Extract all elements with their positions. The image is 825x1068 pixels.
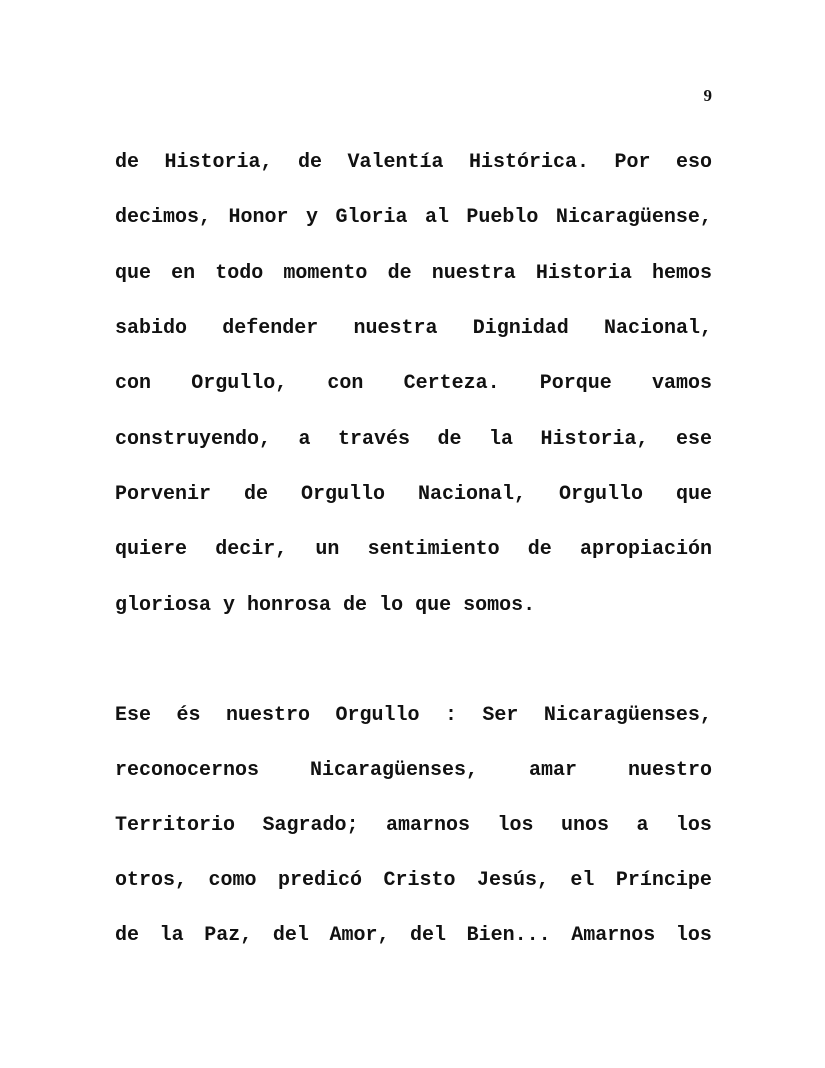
word: Nacional, [417,483,526,506]
word: que [415,594,452,617]
word: Pueblo [466,206,539,229]
word: del [410,924,447,947]
word: Ser [482,704,519,727]
word: reconocernos [115,759,260,782]
word: Bien... [466,924,551,947]
text-line [115,756,712,786]
word: construyendo, [115,428,272,451]
word: Nicaragüenses, [543,704,712,727]
word: vamos [651,372,712,395]
text-line [115,259,712,289]
word: Historia [535,262,632,285]
word: Amor, [329,924,390,947]
word: de [437,428,462,451]
word: Territorio [115,814,236,837]
word: del [272,924,309,947]
word: a [298,428,311,451]
word: quiere [115,538,188,561]
text-line [115,425,712,455]
word: el [570,869,595,892]
word: Historia, [164,151,273,174]
word: de [343,594,368,617]
word: amar [529,759,578,782]
word: Nicaragüense, [555,206,712,229]
word: unos [560,814,609,837]
word: honrosa [247,594,332,617]
word: hemos [651,262,712,285]
word: los [675,924,712,947]
word: de [115,924,140,947]
word: Honor [228,206,289,229]
text-line [115,866,712,896]
word: somos. [463,594,536,617]
word: Sagrado; [262,814,359,837]
word: lo [379,594,404,617]
text-line [115,921,712,951]
word: a [636,814,649,837]
word: nuestra [353,317,438,340]
word: un [315,538,340,561]
word: que [675,483,712,506]
word: Porque [539,372,612,395]
word: Histórica. [468,151,589,174]
word: y [305,206,318,229]
word: con [327,372,364,395]
word: de [527,538,552,561]
word: amarnos [385,814,470,837]
word: és [176,704,201,727]
word: los [497,814,534,837]
text-line [115,701,712,731]
word: Porvenir [115,483,212,506]
word: nuestra [431,262,516,285]
word: momento [283,262,368,285]
word: Certeza. [403,372,500,395]
text-line [115,480,712,510]
word: nuestro [225,704,310,727]
word: de [115,151,140,174]
word: eso [675,151,712,174]
text-line [115,591,712,621]
word: y [223,594,236,617]
word: través [337,428,410,451]
word: apropiación [579,538,712,561]
word: : [444,704,457,727]
word: Ese [115,704,152,727]
word: defender [222,317,319,340]
page-number: 9 [703,86,712,105]
word: Dignidad [472,317,569,340]
word: de [387,262,412,285]
word: la [488,428,513,451]
word: Historia, [540,428,649,451]
text-line [115,811,712,841]
word: gloriosa [115,594,212,617]
word: sentimiento [367,538,500,561]
word: Jesús, [476,869,549,892]
word: Nacional, [603,317,712,340]
word: Amarnos [571,924,656,947]
text-line [115,369,712,399]
word: Orgullo, [191,372,288,395]
word: Cristo [383,869,456,892]
text-line [115,203,712,233]
word: sabido [115,317,188,340]
word: de [297,151,322,174]
word: Por [614,151,651,174]
word: la [159,924,184,947]
word: Príncipe [615,869,712,892]
word: en [171,262,196,285]
word: Valentía [347,151,444,174]
word: al [424,206,449,229]
word: Paz, [204,924,253,947]
text-line [115,148,712,178]
word: todo [215,262,264,285]
word: de [243,483,268,506]
word: nuestro [627,759,712,782]
text-line [115,314,712,344]
word: Orgullo [558,483,643,506]
word: Gloria [335,206,408,229]
word: Orgullo [300,483,385,506]
word: predicó [277,869,362,892]
word: otros, [115,869,188,892]
word: decimos, [115,206,212,229]
word: Orgullo [335,704,420,727]
word: ese [675,428,712,451]
word: como [208,869,257,892]
text-line [115,535,712,565]
word: que [115,262,152,285]
word: con [115,372,152,395]
word: los [675,814,712,837]
word: Nicaragüenses, [310,759,479,782]
word: decir, [215,538,288,561]
